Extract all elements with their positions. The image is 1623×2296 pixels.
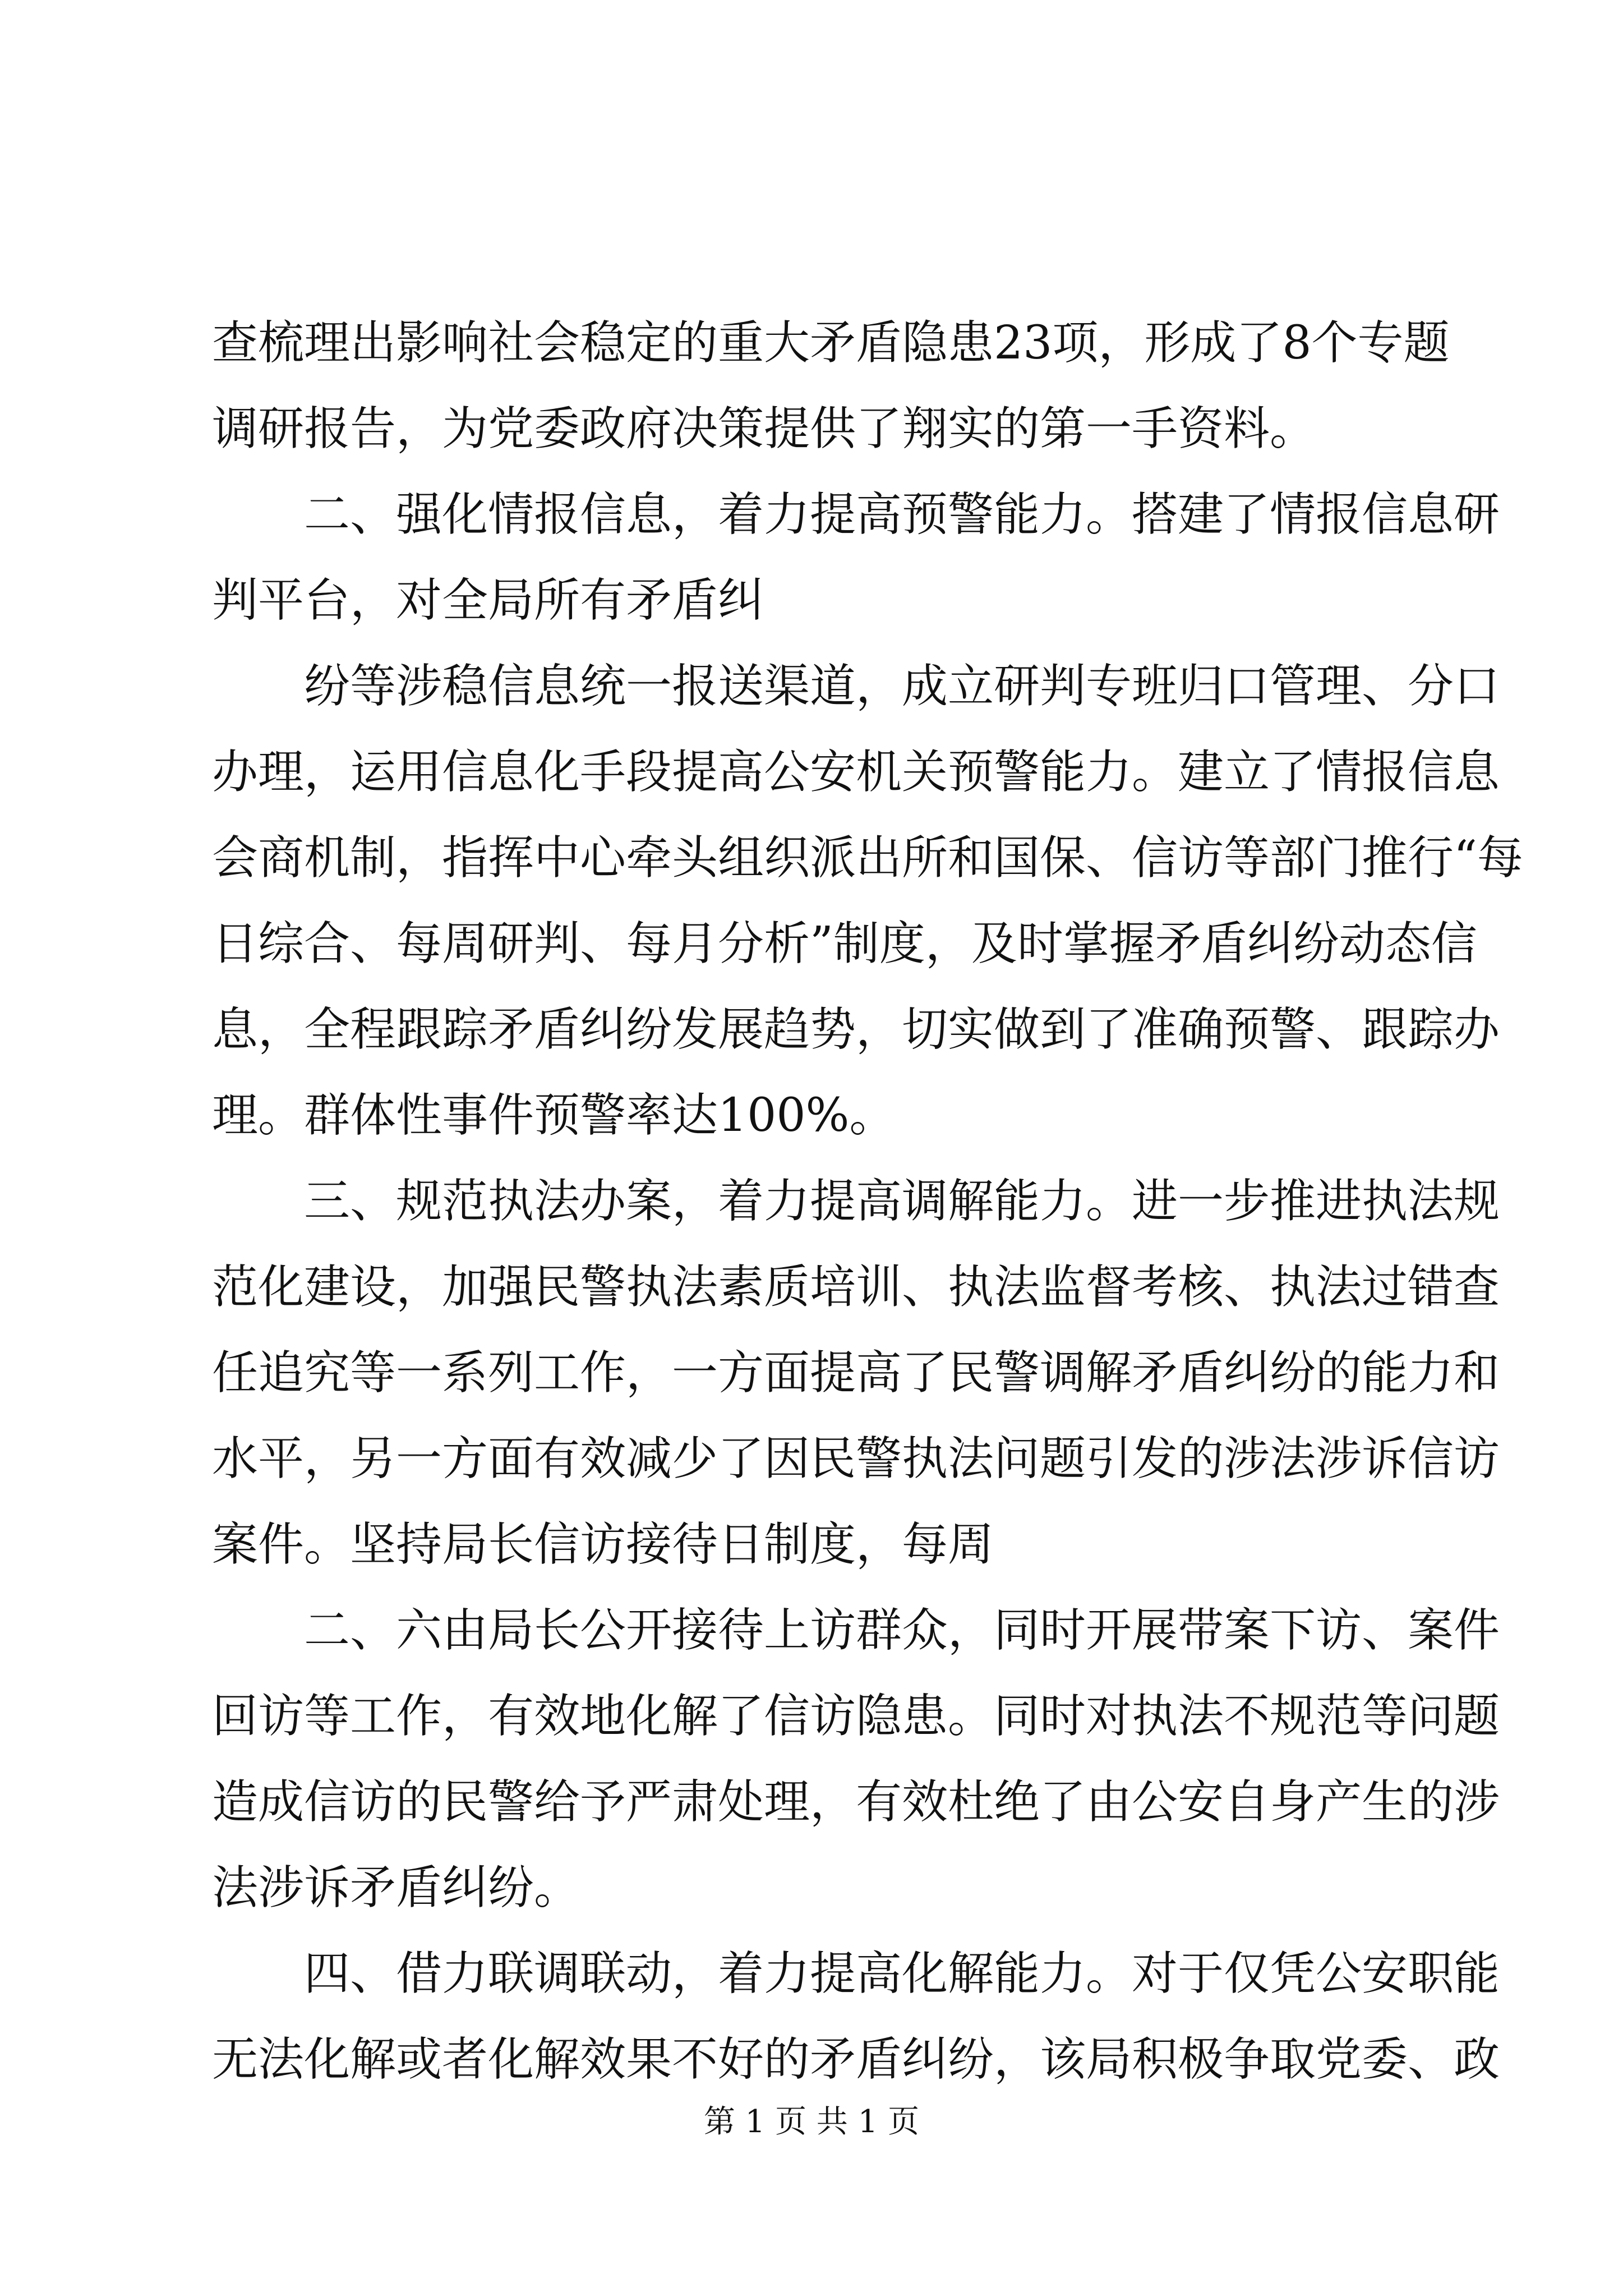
text-line: 回访等工作，有效地化解了信访隐患。同时对执法不规范等问题 bbox=[212, 1690, 1500, 1743]
text-line: 日综合、每周研判、每月分析”制度，及时掌握矛盾纠纷动态信 bbox=[212, 917, 1477, 970]
text-line: 会商机制，指挥中心牵头组织派出所和国保、信访等部门推行“每 bbox=[212, 831, 1523, 885]
text-line: 息，全程跟踪矛盾纠纷发展趋势，切实做到了准确预警、跟踪办 bbox=[212, 1003, 1500, 1056]
page-footer: 第 1 页 共 1 页 bbox=[703, 2104, 920, 2140]
section-heading-line: 三、规范执法办案，着力提高调解能力。进一步推进执法规 bbox=[304, 1175, 1500, 1228]
text-line: 案件。坚持局长信访接待日制度，每周 bbox=[212, 1518, 994, 1571]
text-line: 调研报告，为党委政府决策提供了翔实的第一手资料。 bbox=[212, 402, 1316, 455]
text-line: 判平台，对全局所有矛盾纠 bbox=[212, 574, 764, 627]
text-line: 范化建设，加强民警执法素质培训、执法监督考核、执法过错查 bbox=[212, 1260, 1500, 1314]
section-heading-line: 四、借力联调联动，着力提高化解能力。对于仅凭公安职能 bbox=[304, 1947, 1500, 2000]
section-heading-line: 二、强化情报信息，着力提高预警能力。搭建了情报信息研 bbox=[304, 488, 1500, 541]
document-body bbox=[212, 300, 1523, 2102]
paragraph-line: 纷等涉稳信息统一报送渠道，成立研判专班归口管理、分口 bbox=[304, 660, 1500, 713]
text-line: 水平，另一方面有效减少了因民警执法问题引发的涉法涉诉信访 bbox=[212, 1432, 1500, 1485]
text-line: 法涉诉矛盾纠纷。 bbox=[212, 1861, 580, 1915]
text-line: 任追究等一系列工作，一方面提高了民警调解矛盾纠纷的能力和 bbox=[212, 1346, 1500, 1400]
text-line: 查梳理出影响社会稳定的重大矛盾隐患23项，形成了8个专题 bbox=[212, 316, 1450, 370]
text-line: 理。群体性事件预警率达100%。 bbox=[212, 1089, 896, 1142]
text-line: 造成信访的民警给予严肃处理，有效杜绝了由公安自身产生的涉 bbox=[212, 1775, 1500, 1829]
paragraph-line: 二、六由局长公开接待上访群众，同时开展带案下访、案件 bbox=[304, 1604, 1500, 1657]
text-line: 无法化解或者化解效果不好的矛盾纠纷，该局积极争取党委、政 bbox=[212, 2033, 1500, 2086]
text-line: 办理，运用信息化手段提高公安机关预警能力。建立了情报信息 bbox=[212, 746, 1500, 799]
